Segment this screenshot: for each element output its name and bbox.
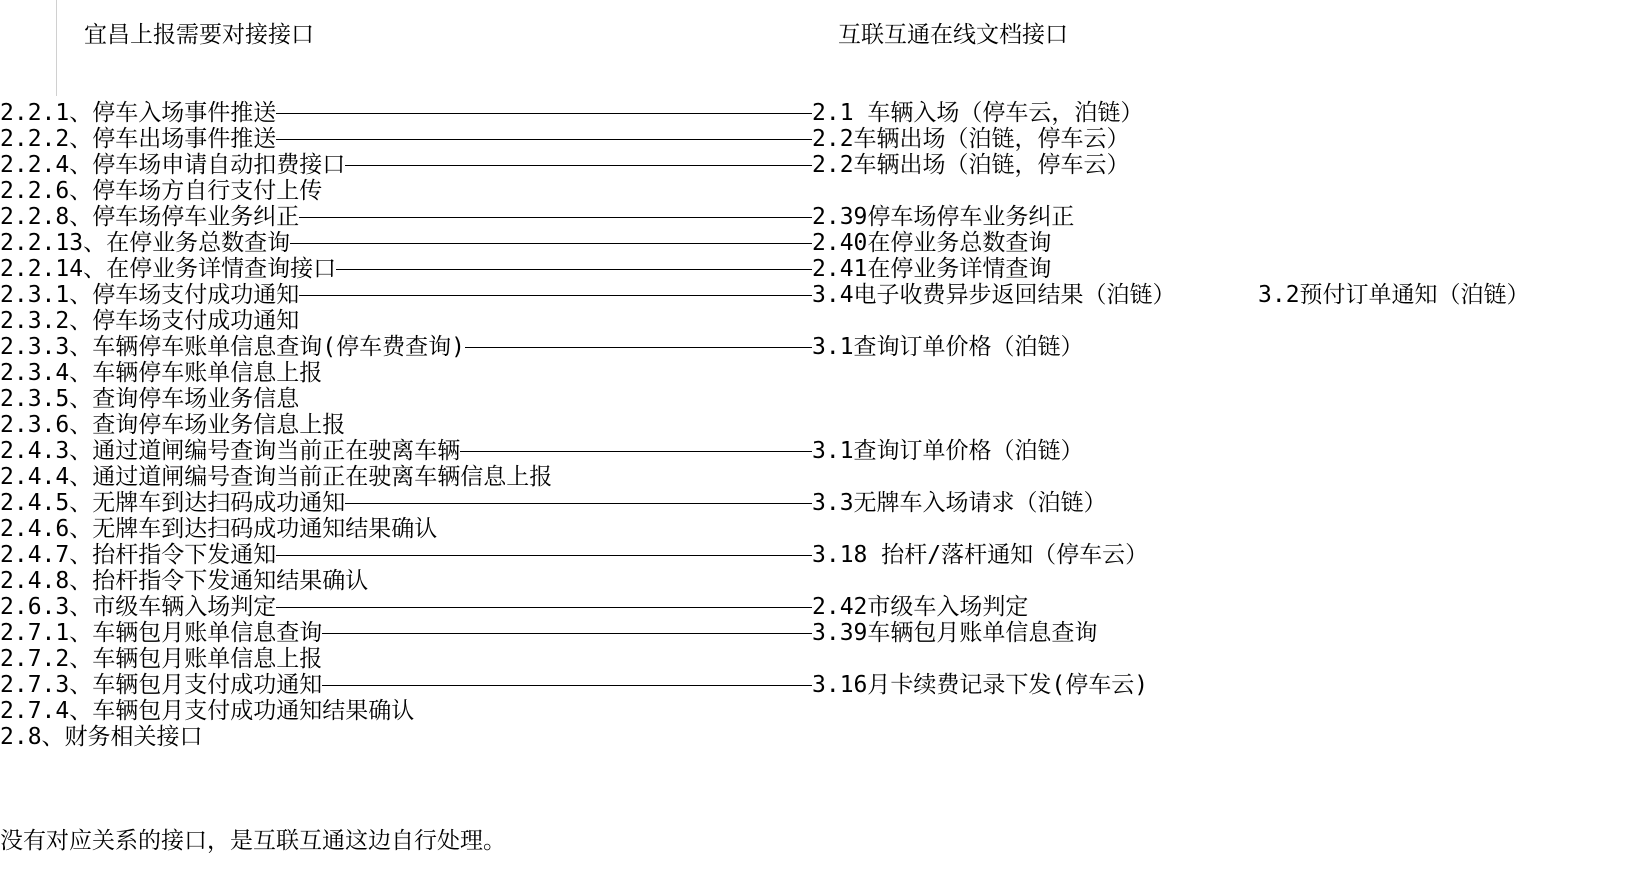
connector-line — [299, 295, 812, 296]
mapping-row — [0, 672, 1625, 698]
mapping-row — [0, 464, 1625, 490]
yichang-interface: 2.7.4、车辆包月支付成功通知结果确认 — [0, 698, 415, 724]
yichang-interface: 2.6.3、市级车辆入场判定 — [0, 594, 277, 620]
footnote: 没有对应关系的接口，是互联互通这边自行处理。 — [0, 828, 506, 854]
yichang-interface: 2.3.4、车辆停车账单信息上报 — [0, 360, 323, 386]
online-doc-interface: 2.42市级车入场判定 — [812, 594, 1029, 620]
yichang-interface: 2.4.4、通过道闸编号查询当前正在驶离车辆信息上报 — [0, 464, 553, 490]
yichang-interface: 2.3.1、停车场支付成功通知 — [0, 282, 300, 308]
yichang-interface: 2.3.5、查询停车场业务信息 — [0, 386, 300, 412]
mapping-row — [0, 308, 1625, 334]
mapping-row — [0, 542, 1625, 568]
online-doc-interface: 2.2车辆出场（泊链，停车云） — [812, 152, 1130, 178]
mapping-row — [0, 646, 1625, 672]
mapping-row — [0, 516, 1625, 542]
yichang-interface: 2.3.6、查询停车场业务信息上报 — [0, 412, 346, 438]
mapping-row — [0, 204, 1625, 230]
mapping-row — [0, 724, 1625, 750]
online-doc-interface: 3.18 抬杆/落杆通知（停车云） — [812, 542, 1149, 568]
connector-line — [276, 555, 812, 556]
mapping-row — [0, 438, 1625, 464]
mapping-row — [0, 282, 1625, 308]
connector-line — [290, 243, 812, 244]
online-doc-interface: 3.39车辆包月账单信息查询 — [812, 620, 1098, 646]
mapping-row — [0, 100, 1625, 126]
connector-line — [322, 633, 812, 634]
right-column-heading: 互联互通在线文档接口 — [838, 22, 1068, 48]
mapping-row — [0, 256, 1625, 282]
online-doc-interface-secondary: 3.2预付订单通知（泊链） — [1258, 282, 1530, 308]
mapping-row — [0, 698, 1625, 724]
mapping-list — [0, 100, 1625, 750]
yichang-interface: 2.2.1、停车入场事件推送 — [0, 100, 277, 126]
connector-line — [322, 685, 812, 686]
yichang-interface: 2.2.8、停车场停车业务纠正 — [0, 204, 300, 230]
connector-line — [299, 217, 812, 218]
yichang-interface: 2.4.3、通过道闸编号查询当前正在驶离车辆 — [0, 438, 461, 464]
yichang-interface: 2.8、财务相关接口 — [0, 724, 203, 750]
yichang-interface: 2.2.14、在停业务详情查询接口 — [0, 256, 337, 282]
online-doc-interface: 2.2车辆出场（泊链，停车云） — [812, 126, 1130, 152]
yichang-interface: 2.4.6、无牌车到达扫码成功通知结果确认 — [0, 516, 438, 542]
mapping-row — [0, 334, 1625, 360]
yichang-interface: 2.7.1、车辆包月账单信息查询 — [0, 620, 323, 646]
mapping-row — [0, 360, 1625, 386]
mapping-row — [0, 620, 1625, 646]
mapping-row — [0, 412, 1625, 438]
online-doc-interface: 2.39停车场停车业务纠正 — [812, 204, 1075, 230]
online-doc-interface: 2.41在停业务详情查询 — [812, 256, 1052, 282]
connector-line — [465, 347, 812, 348]
yichang-interface: 2.2.4、停车场申请自动扣费接口 — [0, 152, 346, 178]
connector-line — [276, 139, 812, 140]
connector-line — [345, 165, 812, 166]
yichang-interface: 2.4.8、抬杆指令下发通知结果确认 — [0, 568, 369, 594]
online-doc-interface: 2.40在停业务总数查询 — [812, 230, 1052, 256]
mapping-row — [0, 152, 1625, 178]
margin-guide-line — [56, 0, 57, 96]
connector-line — [276, 113, 812, 114]
online-doc-interface: 3.16月卡续费记录下发(停车云) — [812, 672, 1149, 698]
connector-line — [460, 451, 812, 452]
connector-line — [276, 607, 812, 608]
online-doc-interface: 3.4电子收费异步返回结果（泊链） — [812, 282, 1176, 308]
connector-line — [345, 503, 812, 504]
online-doc-interface: 2.1 车辆入场（停车云，泊链） — [812, 100, 1144, 126]
online-doc-interface: 3.1查询订单价格（泊链） — [812, 438, 1084, 464]
yichang-interface: 2.4.5、无牌车到达扫码成功通知 — [0, 490, 346, 516]
yichang-interface: 2.2.6、停车场方自行支付上传 — [0, 178, 323, 204]
yichang-interface: 2.4.7、抬杆指令下发通知 — [0, 542, 277, 568]
mapping-row — [0, 178, 1625, 204]
connector-line — [336, 269, 812, 270]
mapping-row — [0, 568, 1625, 594]
yichang-interface: 2.2.2、停车出场事件推送 — [0, 126, 277, 152]
yichang-interface: 2.3.3、车辆停车账单信息查询(停车费查询) — [0, 334, 465, 360]
mapping-row — [0, 386, 1625, 412]
yichang-interface: 2.3.2、停车场支付成功通知 — [0, 308, 300, 334]
mapping-row — [0, 126, 1625, 152]
yichang-interface: 2.2.13、在停业务总数查询 — [0, 230, 291, 256]
mapping-row — [0, 490, 1625, 516]
left-column-heading: 宜昌上报需要对接接口 — [84, 22, 314, 48]
online-doc-interface: 3.3无牌车入场请求（泊链） — [812, 490, 1107, 516]
mapping-row — [0, 230, 1625, 256]
mapping-row — [0, 594, 1625, 620]
yichang-interface: 2.7.3、车辆包月支付成功通知 — [0, 672, 323, 698]
online-doc-interface: 3.1查询订单价格（泊链） — [812, 334, 1084, 360]
yichang-interface: 2.7.2、车辆包月账单信息上报 — [0, 646, 323, 672]
